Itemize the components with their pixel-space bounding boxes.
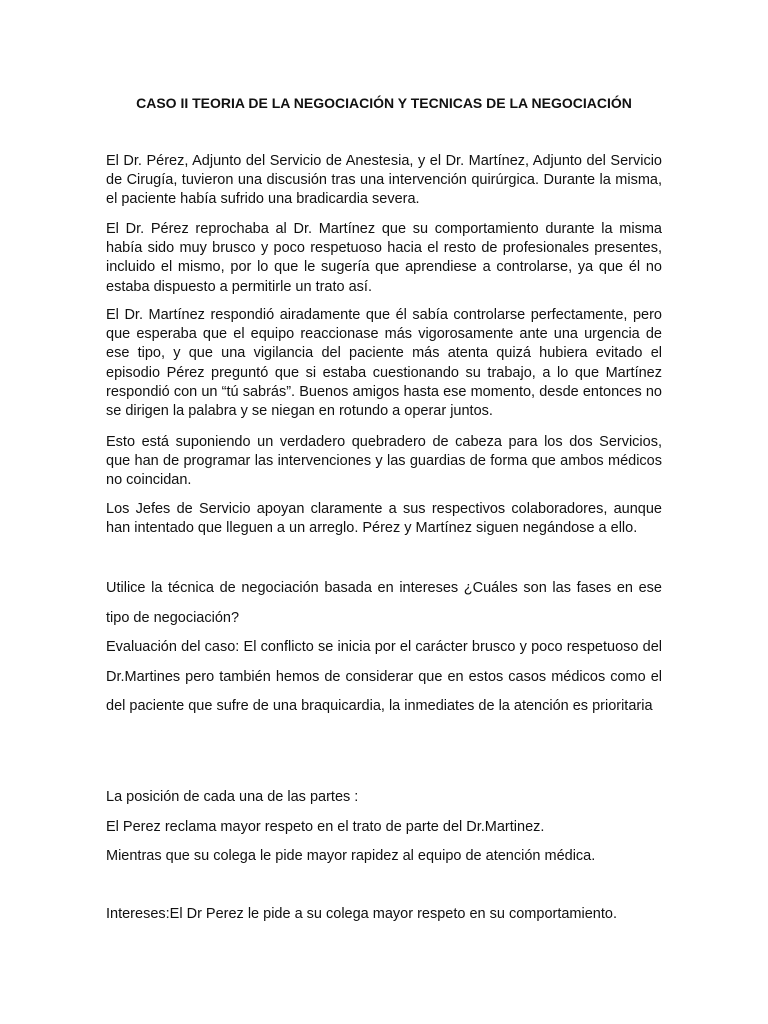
case-paragraph-5: Los Jefes de Servicio apoyan claramente a sus respectivos colaboradores, aunque han intentado que lleguen a un arreglo. Pérez y Martínez siguen negándose a ello. [106,501,662,537]
case-paragraph-3: El Dr. Martínez respondió airadamente que él sabía controlarse perfectamente, pero que esperaba que el equipo reaccionase más vigorosamente ante una urgencia de ese tipo, y que una vigilancia del paciente más atenta quizá hubiera evitado el episodio Pérez preguntó que si estaba cuestionando su trabajo, a lo que Martínez respondió con un “tú sabrás”. Buenos amigos hasta ese momento, desde entonces no se dirigen la palabra y se niegan en rotundo a operar juntos. [106,307,662,420]
case-paragraph-1: El Dr. Pérez, Adjunto del Servicio de Anestesia, y el Dr. Martínez, Adjunto del Servicio de Cirugía, tuvieron una discusión tras una intervención quirúrgica. Durante la misma, el paciente había sufrido una bradicardia severa. [106,153,662,208]
position-colleague: Mientras que su colega le pide mayor rapidez al equipo de atención médica. [106,848,596,864]
case-paragraph-4: Esto está suponiendo un verdadero quebradero de cabeza para los dos Servicios, que han de programar las intervenciones y las guardias de forma que ambos médicos no coincidan. [106,434,662,489]
document-title: CASO II TEORIA DE LA NEGOCIACIÓN Y TECNICAS DE LA NEGOCIACIÓN [136,95,632,111]
evaluation-paragraph: Evaluación del caso: El conflicto se inicia por el carácter brusco y poco respetuoso del Dr.Martines pero también hemos de considerar que en estos casos médicos como el del paciente que sufre de una braquicardia, la inmediates de la atención es prioritaria [106,639,662,714]
interests-paragraph: Intereses:El Dr Perez le pide a su colega mayor respeto en su comportamiento. [106,906,617,922]
question-paragraph: Utilice la técnica de negociación basada en intereses ¿Cuáles son las fases en ese tipo de negociación? [106,580,662,626]
position-perez: El Perez reclama mayor respeto en el trato de parte del Dr.Martinez. [106,819,545,835]
positions-heading: La posición de cada una de las partes : [106,789,359,805]
case-paragraph-2: El Dr. Pérez reprochaba al Dr. Martínez que su comportamiento durante la misma había sido muy brusco y poco respetuoso hacia el resto de profesionales presentes, incluido el mismo, por lo que le sugería que aprendiese a controlarse, ya que él no estaba dispuesto a permitirle un trato así. [106,221,662,295]
